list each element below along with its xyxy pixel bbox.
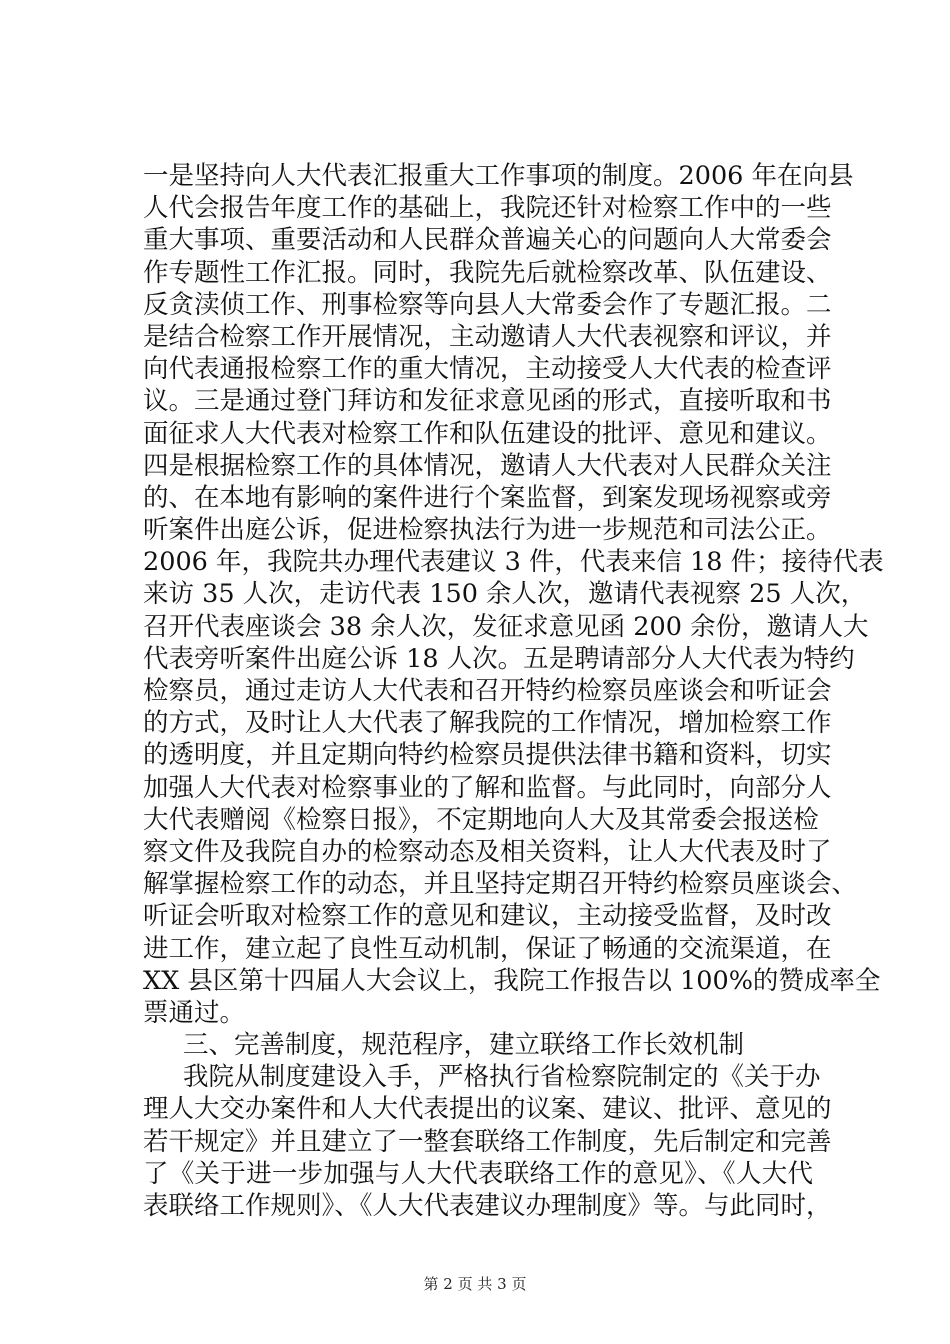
text-line: 解掌握检察工作的动态，并且坚持定期召开特约检察员座谈会、: [143, 869, 858, 900]
text-line: 召开代表座谈会 38 余人次，发征求意见函 200 余份，邀请人大: [143, 611, 869, 642]
section-heading: 三、完善制度，规范程序，建立联络工作长效机制: [183, 1030, 745, 1061]
document-body: [143, 160, 884, 1222]
text-line: 议。三是通过登门拜访和发征求意见函的形式，直接听取和书: [143, 386, 832, 417]
text-line: 察文件及我院自办的检察动态及相关资料，让人大代表及时了: [143, 836, 832, 867]
text-line: 理人大交办案件和人大代表提出的议案、建议、批评、意见的: [143, 1094, 832, 1125]
text-line: 大代表赠阅《检察日报》，不定期地向人大及其常委会报送检: [143, 804, 819, 835]
text-line: 若干规定》并且建立了一整套联络工作制度，先后制定和完善: [143, 1126, 832, 1157]
paragraph-2: [143, 1061, 832, 1222]
text-line: 反贪渎侦工作、刑事检察等向县人大常委会作了专题汇报。二: [143, 289, 832, 320]
text-line: 的、在本地有影响的案件进行个案监督，到案发现场视察或旁: [143, 482, 832, 513]
text-line: 了《关于进一步加强与人大代表联络工作的意见》、《人大代: [143, 1158, 813, 1189]
paragraph-1: [143, 160, 884, 1029]
text-line: 重大事项、重要活动和人民群众普遍关心的问题向人大常委会: [143, 225, 832, 256]
text-line: 向代表通报检察工作的重大情况，主动接受人大代表的检查评: [143, 354, 832, 385]
text-line: 加强人大代表对检察事业的了解和监督。与此同时，向部分人: [143, 772, 832, 803]
text-line: 面征求人大代表对检察工作和队伍建设的批评、意见和建议。: [143, 418, 832, 449]
text-line: 是结合检察工作开展情况，主动邀请人大代表视察和评议，并: [143, 321, 832, 352]
text-line: XX 县区第十四届人大会议上，我院工作报告以 100%的赞成率全: [143, 965, 881, 996]
text-line: 听证会听取对检察工作的意见和建议，主动接受监督，及时改: [143, 901, 832, 932]
text-line: 代表旁听案件出庭公诉 18 人次。五是聘请部分人大代表为特约: [143, 643, 855, 674]
text-line: 四是根据检察工作的具体情况，邀请人大代表对人民群众关注: [143, 450, 832, 481]
text-line: 2006 年，我院共办理代表建议 3 件，代表来信 18 件；接待代表: [143, 547, 884, 578]
text-line: 的透明度，并且定期向特约检察员提供法律书籍和资料，切实: [143, 740, 832, 771]
text-line: 票通过。: [143, 997, 246, 1028]
text-line: 检察员，通过走访人大代表和召开特约检察员座谈会和听证会: [143, 676, 832, 706]
text-line: 作专题性工作汇报。同时，我院先后就检察改革、队伍建设、: [143, 257, 832, 288]
text-line: 进工作，建立起了良性互动机制，保证了畅通的交流渠道，在: [143, 933, 832, 964]
text-line: 我院从制度建设入手，严格执行省检察院制定的《关于办: [183, 1062, 821, 1093]
text-line: 听案件出庭公诉，促进检察执法行为进一步规范和司法公正。: [143, 515, 832, 546]
text-line: 的方式，及时让人大代表了解我院的工作情况，增加检察工作: [143, 708, 832, 739]
text-line: 来访 35 人次，走访代表 150 余人次，邀请代表视察 25 人次，: [143, 579, 867, 610]
text-line: 一是坚持向人大代表汇报重大工作事项的制度。2006 年在向县: [143, 161, 854, 191]
page-footer: 第 2 页 共 3 页: [423, 1275, 527, 1293]
text-line: 表联络工作规则》、《人大代表建议办理制度》等。与此同时，: [143, 1191, 832, 1221]
text-line: 人代会报告年度工作的基础上，我院还针对检察工作中的一些: [143, 193, 832, 224]
